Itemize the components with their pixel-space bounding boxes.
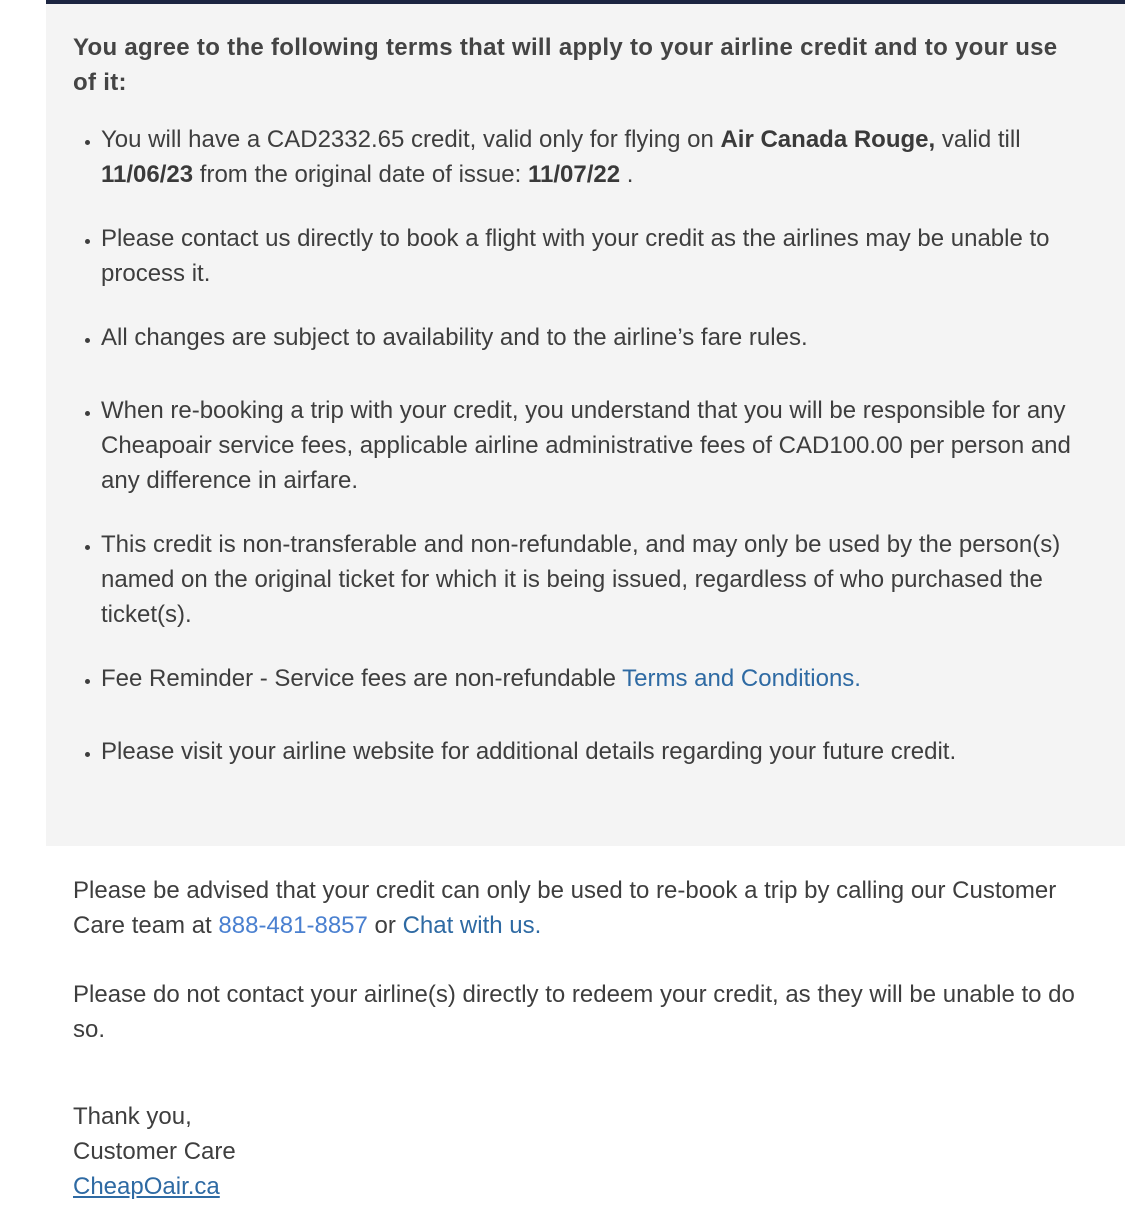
term-item-airline-website: Please visit your airline website for additional details regarding your future credit. bbox=[73, 734, 1113, 769]
signature bbox=[73, 1099, 1083, 1204]
terms-heading: You agree to the following terms that will apply to your airline credit and to your use of it: bbox=[73, 34, 1058, 96]
terms-and-conditions-link[interactable]: Terms and Conditions. bbox=[622, 665, 861, 692]
team-name: Customer Care bbox=[73, 1138, 236, 1165]
warning-paragraph: Please do not contact your airline(s) directly to redeem your credit, as they will be unable to do so. bbox=[73, 981, 1075, 1043]
term-item-non-transferable: This credit is non-transferable and non-refundable, and may only be used by the person(s) named on the original ticket for which it is being issued, regardless of who purchased the ticket(s). bbox=[73, 527, 1113, 632]
phone-link[interactable]: 888-481-8857 bbox=[218, 912, 368, 939]
term-item-credit: You will have a CAD2332.65 credit, valid only for flying on Air Canada Rouge, valid till 11/06/23 from the original date of issue: 11/07/22 . bbox=[73, 122, 1113, 192]
terms-list bbox=[73, 122, 1113, 769]
term-item-fee-reminder: Fee Reminder - Service fees are non-refundable Terms and Conditions. bbox=[73, 661, 1113, 696]
advice-paragraph: Please be advised that your credit can only be used to re-book a trip by calling our Customer Care team at 888-481-8857 or Chat with us. bbox=[73, 877, 1057, 939]
chat-link[interactable]: Chat with us. bbox=[402, 912, 542, 939]
airline-name: Air Canada Rouge, bbox=[720, 126, 936, 153]
thanks-text: Thank you, bbox=[73, 1103, 192, 1130]
issue-date: 11/07/22 bbox=[527, 161, 621, 188]
term-item-contact: Please contact us directly to book a flight with your credit as the airlines may be unable to process it. bbox=[73, 221, 1113, 291]
site-link[interactable]: CheapOair.ca bbox=[73, 1173, 220, 1200]
valid-till-date: 11/06/23 bbox=[101, 161, 194, 188]
term-item-availability: All changes are subject to availability and to the airline’s fare rules. bbox=[73, 320, 1113, 355]
term-item-rebooking: When re-booking a trip with your credit, you understand that you will be responsible for any Cheapoair service fees, applicable airline administrative fees of CAD100.00 per person and any difference in airfare. bbox=[73, 393, 1113, 498]
